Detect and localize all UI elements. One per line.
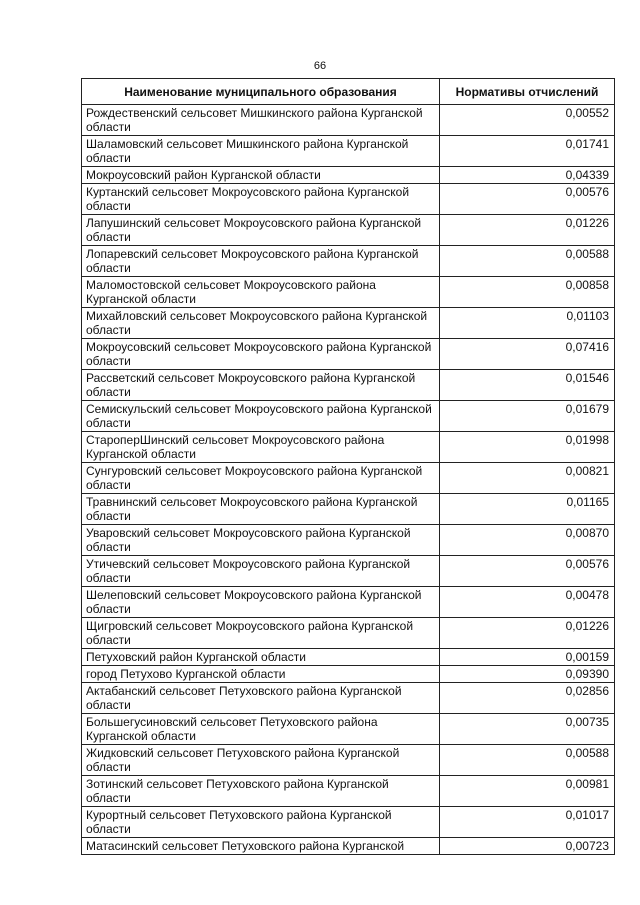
municipality-name: СтароперШинский сельсовет Мокроусовского района Курганской области (82, 432, 440, 463)
table-row (82, 246, 615, 277)
deduction-norm-value: 0,01226 (440, 215, 615, 246)
municipality-name: Мокроусовский район Курганской области (82, 167, 440, 184)
table-row (82, 649, 615, 666)
table-row (82, 215, 615, 246)
table-row (82, 401, 615, 432)
deduction-norm-value: 0,01103 (440, 308, 615, 339)
table-row (82, 745, 615, 776)
deduction-norm-value: 0,00981 (440, 776, 615, 807)
table-row (82, 525, 615, 556)
municipality-name: Сунгуровский сельсовет Мокроусовского района Курганской области (82, 463, 440, 494)
deduction-norm-value: 0,00735 (440, 714, 615, 745)
table-row (82, 105, 615, 136)
municipality-name: город Петухово Курганской области (82, 666, 440, 683)
municipality-name: Куртанский сельсовет Мокроусовского района Курганской области (82, 184, 440, 215)
deduction-norm-value: 0,00821 (440, 463, 615, 494)
deduction-norm-value: 0,09390 (440, 666, 615, 683)
municipality-name: Михайловский сельсовет Мокроусовского района Курганской области (82, 308, 440, 339)
table-row (82, 776, 615, 807)
deduction-norm-value: 0,01998 (440, 432, 615, 463)
municipality-name: Матасинский сельсовет Петуховского района Курганской (82, 838, 440, 855)
table-row (82, 838, 615, 855)
municipality-name: Семискульский сельсовет Мокроусовского района Курганской области (82, 401, 440, 432)
deduction-norm-value: 0,01546 (440, 370, 615, 401)
municipality-name: Лапушинский сельсовет Мокроусовского района Курганской области (82, 215, 440, 246)
deduction-norm-value: 0,01679 (440, 401, 615, 432)
column-header-norms: Нормативы отчислений (440, 79, 615, 105)
table-header-row (82, 79, 615, 105)
table-row (82, 432, 615, 463)
municipality-name: Шелеповский сельсовет Мокроусовского района Курганской области (82, 587, 440, 618)
norms-table (81, 78, 615, 855)
municipality-name: Мокроусовский сельсовет Мокроусовского района Курганской области (82, 339, 440, 370)
table-row (82, 370, 615, 401)
municipality-name: Актабанский сельсовет Петуховского района Курганской области (82, 683, 440, 714)
deduction-norm-value: 0,00858 (440, 277, 615, 308)
deduction-norm-value: 0,01226 (440, 618, 615, 649)
table-row (82, 167, 615, 184)
table-row (82, 618, 615, 649)
table-row (82, 308, 615, 339)
deduction-norm-value: 0,00870 (440, 525, 615, 556)
municipality-name: Шаламовский сельсовет Мишкинского района Курганской области (82, 136, 440, 167)
table-row (82, 587, 615, 618)
table-row (82, 463, 615, 494)
deduction-norm-value: 0,00159 (440, 649, 615, 666)
municipality-name: Утичевский сельсовет Мокроусовского района Курганской области (82, 556, 440, 587)
deduction-norm-value: 0,00576 (440, 184, 615, 215)
deduction-norm-value: 0,00588 (440, 745, 615, 776)
municipality-name: Маломостовской сельсовет Мокроусовского района Курганской области (82, 277, 440, 308)
municipality-name: Зотинский сельсовет Петуховского района Курганской области (82, 776, 440, 807)
deduction-norm-value: 0,07416 (440, 339, 615, 370)
deduction-norm-value: 0,00478 (440, 587, 615, 618)
deduction-norm-value: 0,01741 (440, 136, 615, 167)
deduction-norm-value: 0,00723 (440, 838, 615, 855)
municipality-name: Рассветский сельсовет Мокроусовского района Курганской области (82, 370, 440, 401)
deduction-norm-value: 0,01017 (440, 807, 615, 838)
table-row (82, 714, 615, 745)
municipality-name: Уваровский сельсовет Мокроусовского района Курганской области (82, 525, 440, 556)
table-row (82, 136, 615, 167)
municipality-name: Петуховский район Курганской области (82, 649, 440, 666)
table-row (82, 666, 615, 683)
municipality-name: Большегусиновский сельсовет Петуховского района Курганской области (82, 714, 440, 745)
deduction-norm-value: 0,00588 (440, 246, 615, 277)
page-number: 66 (313, 60, 327, 72)
municipality-name: Жидковский сельсовет Петуховского района Курганской области (82, 745, 440, 776)
column-header-name: Наименование муниципального образования (82, 79, 440, 105)
table-row (82, 494, 615, 525)
table-row (82, 683, 615, 714)
table-row (82, 807, 615, 838)
deduction-norm-value: 0,01165 (440, 494, 615, 525)
municipality-name: Лопаревский сельсовет Мокроусовского района Курганской области (82, 246, 440, 277)
table-body (82, 105, 615, 855)
deduction-norm-value: 0,02856 (440, 683, 615, 714)
table-row (82, 339, 615, 370)
deduction-norm-value: 0,04339 (440, 167, 615, 184)
municipality-name: Рождественский сельсовет Мишкинского района Курганской области (82, 105, 440, 136)
table-row (82, 184, 615, 215)
municipality-name: Травнинский сельсовет Мокроусовского района Курганской области (82, 494, 440, 525)
table-row (82, 556, 615, 587)
deduction-norm-value: 0,00552 (440, 105, 615, 136)
deduction-norm-value: 0,00576 (440, 556, 615, 587)
municipality-name: Щигровский сельсовет Мокроусовского района Курганской области (82, 618, 440, 649)
municipality-name: Курортный сельсовет Петуховского района Курганской области (82, 807, 440, 838)
table-row (82, 277, 615, 308)
